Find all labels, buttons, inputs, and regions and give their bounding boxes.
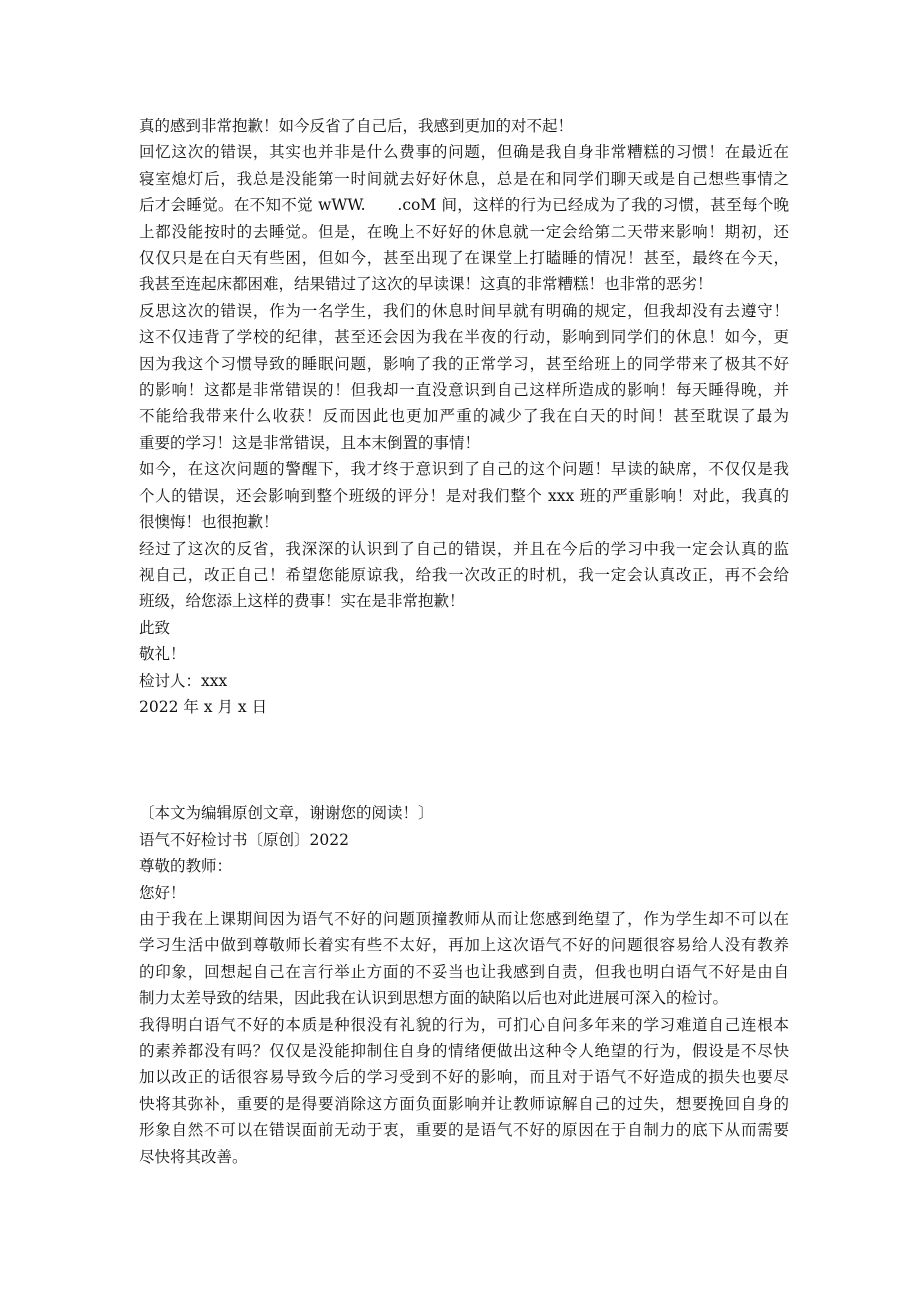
text-line: 形象自然不可以在错误面前无动于衷，重要的是语气不好的原因在于自制力的底下从而需要 (139, 1121, 789, 1140)
text-line: 尽快将其改善。 (139, 1147, 248, 1166)
letter-section-1 (139, 113, 789, 720)
text-line: 检讨人：xxx (139, 671, 228, 690)
text-line: 很懊悔！也很抱歉！ (139, 513, 279, 532)
text-line: 制力太差导致的结果，因此我在认识到思想方面的缺陷以后也对此进展可深入的检讨。 (139, 989, 729, 1008)
text-line: 〔本文为编辑原创文章，谢谢您的阅读！〕 (139, 804, 434, 823)
text-line: 经过了这次的反省，我深深的认识到了自己的错误，并且在今后的学习中我一定会认真的监 (139, 539, 789, 558)
text-line: 您好！ (139, 883, 186, 902)
text-line: 班级，给您添上这样的费事！实在是非常抱歉！ (139, 592, 465, 611)
text-line: 如今，在这次问题的警醒下，我才终于意识到了自己的这个问题！早读的缺席，不仅仅是我 (139, 460, 789, 479)
letter-section-2 (139, 800, 789, 1170)
text-line: 上都没能按时的去睡觉。但是，在晚上不好好的休息就一定会给第二天带来影响！期初，还 (139, 222, 789, 241)
text-line: 2022 年 x 月 x 日 (139, 697, 268, 716)
text-line: 加以改正的话很容易导致今后的学习受到不好的影响，而且对于语气不好造成的损失也要尽 (139, 1068, 789, 1087)
text-line: 由于我在上课期间因为语气不好的问题顶撞教师从而让您感到绝望了，作为学生却不可以在 (139, 909, 789, 928)
text-line: 我甚至连起床都困难，结果错过了这次的早读课！这真的非常糟糕！也非常的恶劣！ (139, 275, 713, 294)
text-line: 仅仅只是在白天有些困，但如今，甚至出现了在课堂上打瞌睡的情况！甚至，最终在今天， (139, 249, 789, 268)
section-gap (139, 720, 789, 800)
text-line: 后才会睡觉。在不知不觉 wWW. .coM 间，这样的行为已经成为了我的习惯，甚至每个晚 (139, 196, 789, 215)
text-line: 回忆这次的错误，其实也并非是什么费事的问题，但确是我自身非常糟糕的习惯！在最近在 (139, 143, 789, 162)
text-line: 寝室熄灯后，我总是没能第一时间就去好好休息，总是在和同学们聊天或是自己想些事情之 (139, 169, 789, 188)
text-line: 我得明白语气不好的本质是种很没有礼貌的行为，可扪心自问多年来的学习难道自己连根本 (139, 1015, 789, 1034)
text-line: 此致 (139, 618, 171, 637)
text-line: 真的感到非常抱歉！如今反省了自己后，我感到更加的对不起！ (139, 117, 574, 135)
text-line: 敬礼！ (139, 645, 186, 664)
text-line: 的素养都没有吗？仅仅是没能抑制住自身的情绪便做出这种令人绝望的行为，假设是不尽快 (139, 1042, 789, 1060)
text-line: 快将其弥补，重要的是得要消除这方面负面影响并让教师谅解自己的过失，想要挽回自身的 (139, 1094, 789, 1113)
text-line: 不能给我带来什么收获！反而因此也更加严重的减少了我在白天的时间！甚至耽误了最为 (139, 407, 789, 426)
text-line: 这不仅违背了学校的纪律，甚至还会因为我在半夜的行动，影响到同学们的休息！如今，更 (139, 328, 789, 347)
text-line: 因为我这个习惯导致的睡眠问题，影响了我的正常学习，甚至给班上的同学带来了极其不好 (139, 354, 789, 373)
text-line: 个人的错误，还会影响到整个班级的评分！是对我们整个 xxx 班的严重影响！对此，我真的 (139, 486, 789, 505)
text-line: 尊敬的教师： (139, 857, 233, 876)
document-page (139, 113, 789, 1170)
text-line: 视自己，改正自己！希望您能原谅我，给我一次改正的时机，我一定会认真改正，再不会给 (139, 565, 789, 584)
text-line: 的影响！这都是非常错误的！但我却一直没意识到自己这样所造成的影响！每天睡得晚，并 (139, 381, 789, 400)
text-line: 的印象，回想起自己在言行举止方面的不妥当也让我感到自责，但我也明白语气不好是由自 (139, 962, 789, 981)
text-line: 反思这次的错误，作为一名学生，我们的休息时间早就有明确的规定，但我却没有去遵守！ (139, 301, 789, 320)
text-line: 语气不好检讨书〔原创〕2022 (139, 830, 349, 849)
text-line: 重要的学习！这是非常错误，且本末倒置的事情！ (139, 433, 481, 452)
text-line: 学习生活中做到尊敬师长着实有些不太好，再加上这次语气不好的问题很容易给人没有教养 (139, 936, 789, 955)
